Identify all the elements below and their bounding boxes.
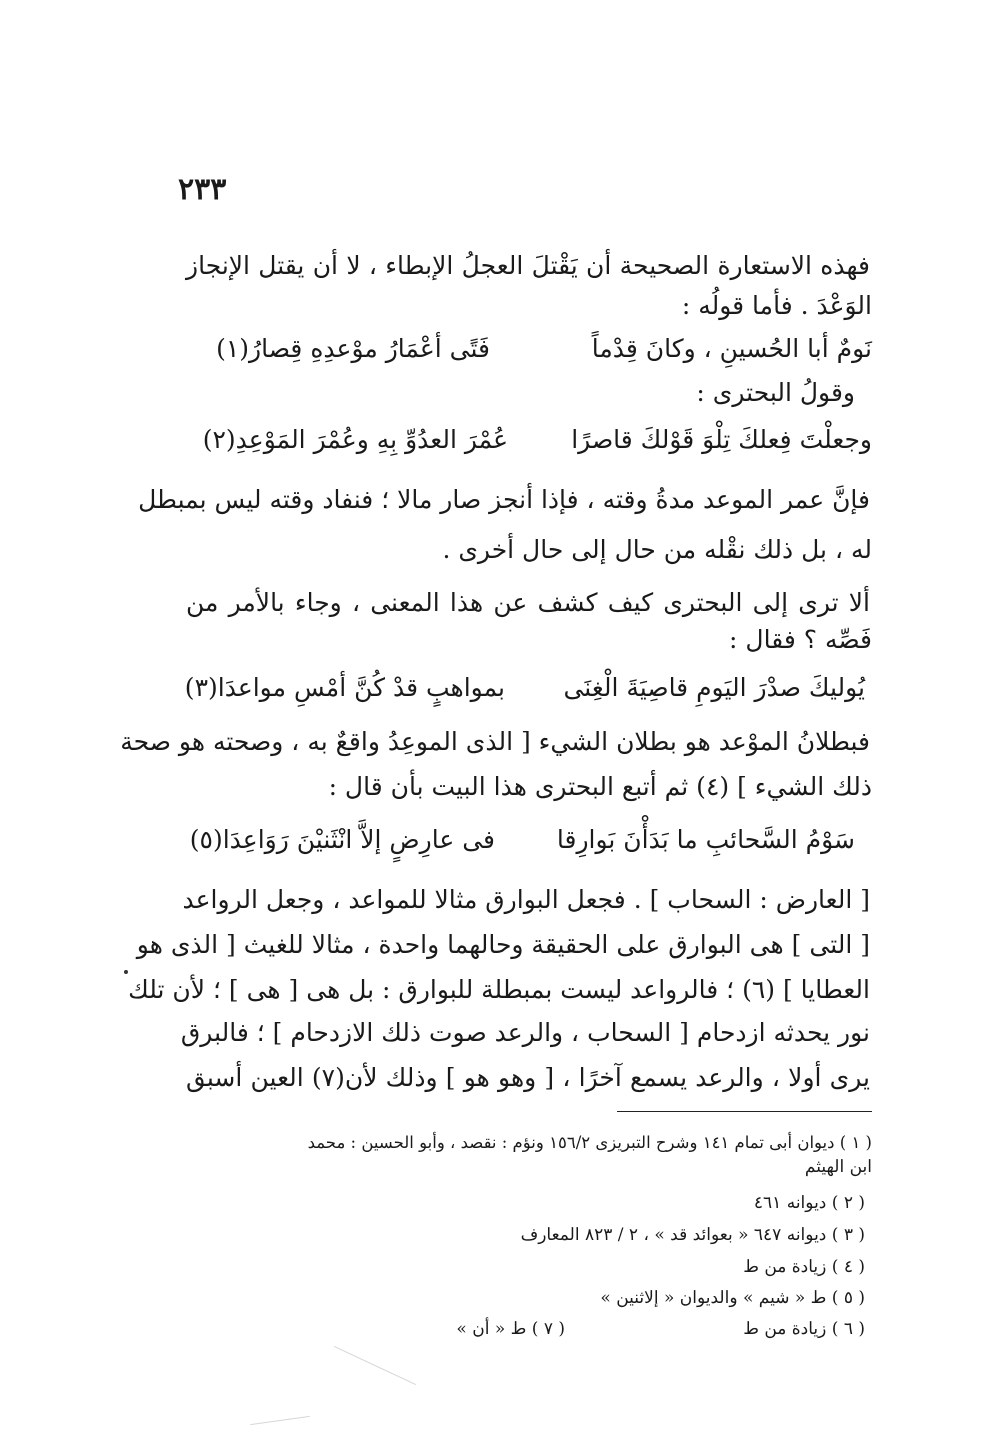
verse-hemistich-first: سَوْمُ السَّحائبِ ما بَدَأْنَ بَوارِقا [556, 825, 855, 854]
text-line: فإنَّ عمر الموعد مدةُ وقته ، فإذا أنجز صار مالا ؛ فنفاد وقته ليس بمبطل [138, 485, 870, 514]
page-number: ٢٣٣ [178, 172, 227, 207]
scan-scratch [334, 1346, 416, 1385]
text-line: ألا ترى إلى البحترى كيف كشف عن هذا المعنى ، وجاء بالأمر من [186, 588, 870, 617]
footnote: ( ٣ ) ديوانه ٦٤٧ « بعوائد قد » ، ٢ / ٨٢٣ المعارف [520, 1225, 865, 1245]
text-line: [ العارض : السحاب ] . فجعل البوارق مثالا للمواعد ، وجعل الرواعد [182, 885, 870, 914]
footnote: ( ٦ ) زيادة من ط [743, 1319, 865, 1339]
text-line: له ، بل ذلك نقْله من حال إلى حال أخرى . [442, 535, 872, 564]
text-line: وقولُ البحترى : [696, 378, 855, 407]
text-line: الوَعْدَ . فأما قولُه : [681, 291, 872, 320]
text-line: نور يحدثه ازدحام [ السحاب ، والرعد صوت ذلك الازدحام ] ؛ فالبرق [180, 1018, 870, 1047]
scan-scratch [250, 1416, 310, 1425]
verse-hemistich-first: وجعلْتَ فِعلكَ تِلْوَ قَوْلكَ قاصرًا [571, 425, 872, 454]
text-line: يرى أولا ، والرعد يسمع آخرًا ، [ وهو هو ] وذلك لأن(٧) العين أسبق [186, 1063, 870, 1092]
footnote: ( ٢ ) ديوانه ٤٦١ [753, 1193, 865, 1213]
footnote: ابن الهيثم [804, 1157, 872, 1177]
text-line: فهذه الاستعارة الصحيحة أن يَقْتلَ العجلُ الإبطاء ، لا أن يقتل الإنجاز [186, 251, 870, 280]
verse-hemistich-second: عُمْرَ العدُوِّ بِهِ وعُمْرَ المَوْعِدِ(٢) [202, 425, 508, 454]
footnote: ( ٤ ) زيادة من ط [743, 1257, 865, 1277]
scan-speck [124, 970, 128, 974]
verse-hemistich-first: يُوليكَ صدْرَ اليَومِ قاصِيَةَ الْغِنَى [563, 673, 865, 702]
footnote-separator [617, 1111, 872, 1112]
text-line: [ التى ] هى البوارق على الحقيقة وحالهما واحدة ، مثالا للغيث [ الذى هو [136, 930, 870, 959]
text-line: العطايا ] (٦) ؛ فالرواعد ليست بمبطلة للبوارق : بل هى [ هى ] ؛ لأن تلك [128, 975, 870, 1004]
text-line: ذلك الشيء ] (٤) ثم أتبع البحترى هذا البيت بأن قال : [328, 772, 872, 801]
footnote: ( ١ ) ديوان أبى تمام ١٤١ وشرح التبريزى ١٥٦/٢ ونؤم : نقصد ، وأبو الحسين : محمد [307, 1133, 872, 1152]
text-line: فبطلانُ الموْعد هو بطلان الشيء [ الذى الموعِدُ واقعٌ به ، وصحته هو صحة [120, 727, 870, 756]
verse-hemistich-second: فَتًى أعْمَارُ موْعدِهِ قِصارُ(١) [216, 334, 490, 363]
verse-hemistich-first: نَومٌ أبا الحُسينِ ، وكانَ قِدْماً [591, 334, 872, 363]
verse-hemistich-second: بمواهبٍ قدْ كُنَّ أمْسِ مواعدَا(٣) [184, 673, 505, 702]
footnote: ( ٧ ) ط « أن » [456, 1319, 565, 1339]
footnote: ( ٥ ) ط « شيم » والديوان « إلاثنين » [600, 1288, 865, 1308]
text-line: فَصِّه ؟ فقال : [729, 625, 872, 654]
verse-hemistich-second: فى عارِضٍ إلاَّ انْثَنيْنَ رَوَاعِدَا(٥) [189, 825, 495, 854]
